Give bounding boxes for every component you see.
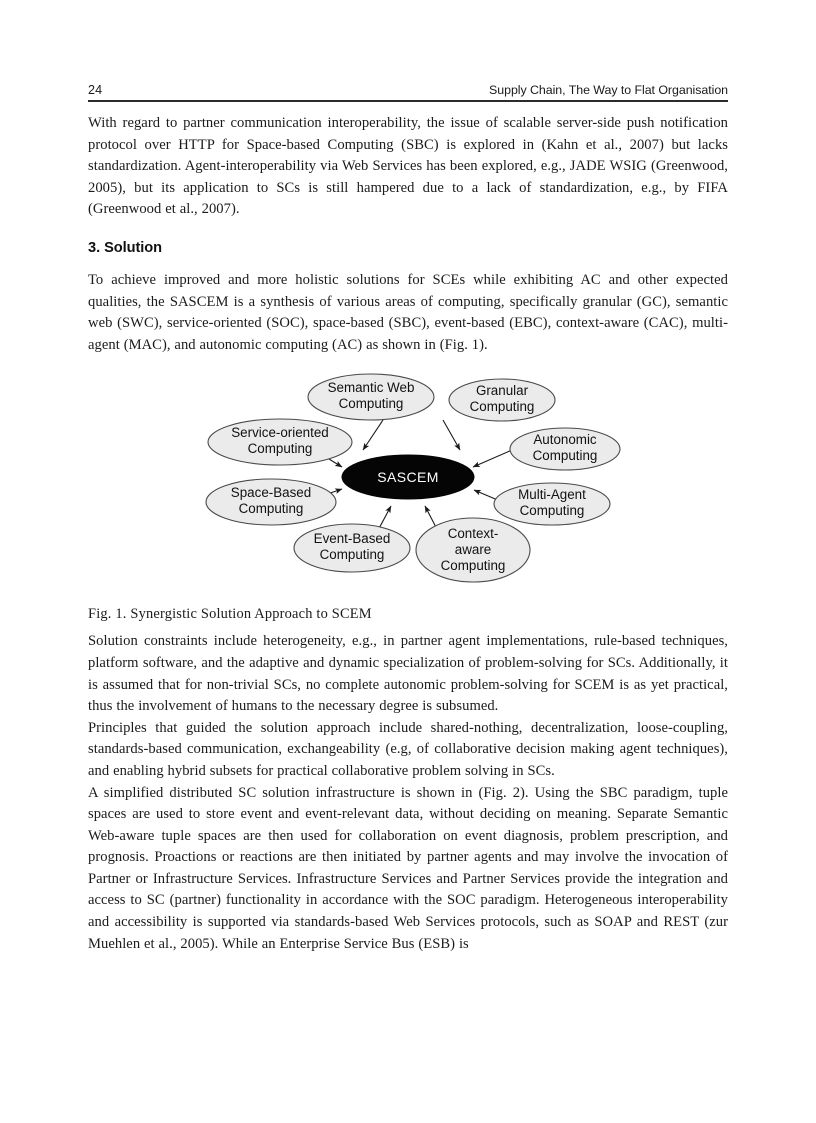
- node-event-based-computing: [294, 524, 410, 572]
- node-semantic-web-computing: [308, 374, 434, 420]
- node-label-line-1: Multi-Agent: [518, 487, 586, 503]
- node-label-line-1: Event-Based: [313, 531, 391, 547]
- arrow-autonomic: [473, 450, 512, 467]
- node-sascem-center: [342, 455, 474, 499]
- node-label-line-2: Computing: [469, 399, 535, 415]
- node-autonomic-computing: [510, 428, 620, 470]
- node-label-line-2: Computing: [519, 503, 585, 519]
- arrow-semantic-web: [363, 420, 383, 450]
- node-service-oriented-computing: [208, 419, 352, 465]
- synergistic-solution-diagram: [88, 367, 728, 598]
- node-multi-agent-computing: [494, 483, 610, 525]
- node-label-line-1: Context-: [447, 526, 499, 542]
- running-title: Supply Chain, The Way to Flat Organisation: [489, 83, 728, 97]
- figure-1: [88, 367, 728, 598]
- node-context-aware-computing: [416, 518, 530, 582]
- node-label-line-2: Computing: [238, 501, 304, 517]
- node-label-line-2: Computing: [319, 547, 385, 563]
- node-label-line-2: aware: [454, 542, 492, 558]
- node-label-line-1: Autonomic: [533, 432, 597, 448]
- paragraph-infrastructure: A simplified distributed SC solution infrastructure is shown in (Fig. 2). Using the SBC paradigm, tuple spaces are used to store event and event-relevant data, without deciding on meaning. Separate Semantic Web-aware tuple spaces are then used for collaboration on event diagnosis, problem prescription, and prognosis. Proactions or reactions are then initiated by partner agents and may involve the invocation of Partner or Infrastructure Services. Infrastructure Services and Partner Services provide the integration and access to SC (partner) functionality in accordance with the SOC paradigm. Heterogeneous interoperability and accessibility is supported via standards-based Web Services protocols, such as SOAP and REST (zur Muehlen et al., 2005). While an Enterprise Service Bus (ESB) is: [88, 784, 728, 952]
- node-space-based-computing: [206, 479, 336, 525]
- paragraph-sascem-overview: To achieve improved and more holistic solutions for SCEs while exhibiting AC and other expected qualities, the SASCEM is a synthesis of various areas of computing, specifically granular (GC), semantic web (SWC), service-oriented (SOC), space-based (SBC), event-based (EBC), context-aware (CAC), multi-agent (MAC), and autonomic computing (AC) as shown in (Fig. 1).: [88, 271, 728, 353]
- paragraph-principles: Principles that guided the solution approach include shared-nothing, decentralization, loose-coupling, standards-based communication, exchangeability (e.g, of collaborative decision making agent techniques), and enabling hybrid subsets for practical collaborative problem solving in SCs.: [88, 719, 728, 779]
- node-label-line-2: Computing: [247, 441, 313, 457]
- center-node-label: SASCEM: [377, 469, 439, 486]
- node-granular-computing: [449, 379, 555, 421]
- page-content: [88, 113, 728, 955]
- figure-1-caption: Fig. 1. Synergistic Solution Approach to SCEM: [88, 606, 372, 623]
- running-header: [88, 76, 728, 102]
- node-label-line-1: Semantic Web: [327, 380, 415, 396]
- node-label-line-3: Computing: [440, 558, 506, 574]
- paragraph-intro: With regard to partner communication interoperability, the issue of scalable server-side push notification protocol over HTTP for Space-based Computing (SBC) is explored in (Kahn et al., 2007) but lacks standardization. Agent-interoperability via Web Services has been explored, e.g., JADE WSIG (Greenwood, 2005), but its application to SCs is still hampered due to a lack of standardization, e.g., by FIFA (Greenwood et al., 2007).: [88, 115, 728, 218]
- document-page: [88, 0, 728, 1123]
- paragraph-solution-constraints: Solution constraints include heterogeneity, e.g., in partner agent implementations, rule-based techniques, platform software, and the adaptive and dynamic specialization of problem-solving for SCs. Additionally, it is assumed that for non-trivial SCs, no complete autonomic problem-solving for SCEM is as yet practical, thus the involvement of humans to the necessary degree is subsumed.: [88, 633, 728, 715]
- node-label-line-1: Space-Based: [230, 485, 312, 501]
- page-number: 24: [88, 83, 103, 97]
- node-label-line-1: Service-oriented: [231, 425, 329, 441]
- node-label-line-2: Computing: [532, 448, 598, 464]
- arrow-granular: [443, 420, 460, 450]
- node-label-line-2: Computing: [338, 396, 404, 412]
- section-heading-solution: 3. Solution: [88, 239, 163, 256]
- node-label-line-1: Granular: [475, 383, 529, 399]
